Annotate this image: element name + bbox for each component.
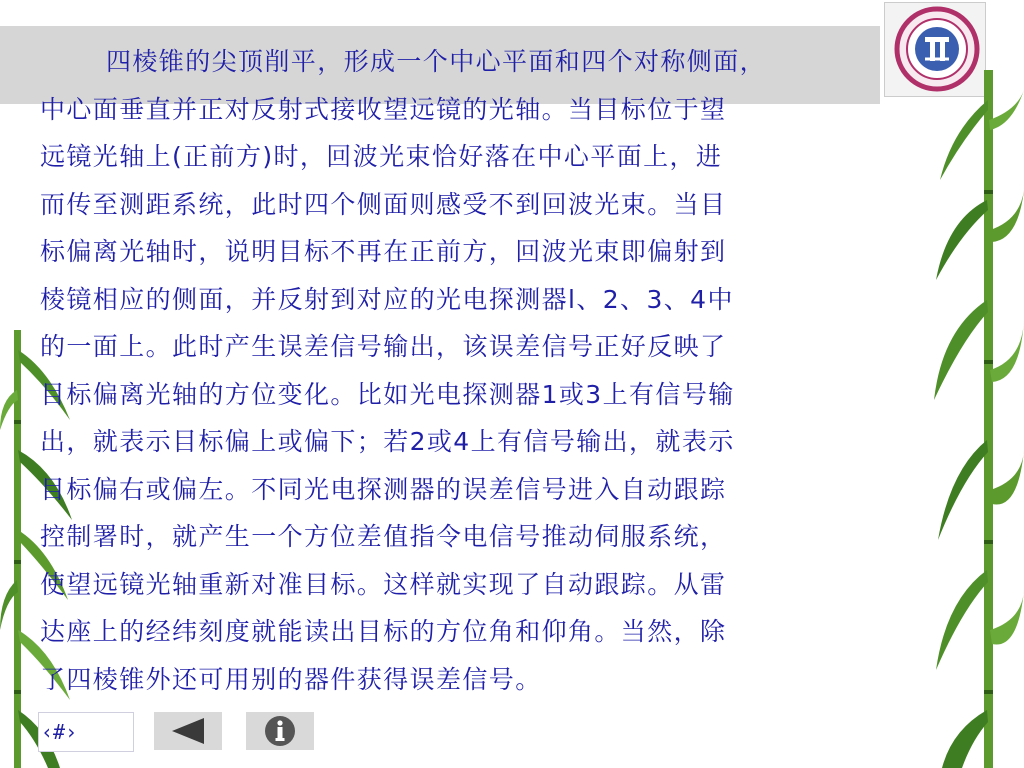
paragraph-line: 中心面垂直并正对反射式接收望远镜的光轴。当目标位于望 — [40, 94, 727, 124]
paragraph-line: 目标偏右或偏左。不同光电探测器的误差信号进入自动跟踪 — [40, 474, 727, 504]
paragraph-line: 目标偏离光轴的方位变化。比如光电探测器1或3上有信号输 — [40, 379, 735, 409]
paragraph-line: 四棱锥的尖顶削平，形成一个中心平面和四个对称侧面， — [106, 47, 767, 76]
paragraph-line: 而传至测距系统，此时四个侧面则感受不到回波光束。当目 — [40, 189, 727, 219]
triangle-left-icon — [168, 716, 208, 746]
paragraph-line: 达座上的经纬刻度就能读出目标的方位角和仰角。当然，除 — [40, 617, 727, 646]
paragraph-line: 出，就表示目标偏上或偏下；若2或4上有信号输出，就表示 — [40, 427, 735, 456]
body-paragraph — [40, 38, 930, 703]
previous-slide-button[interactable] — [154, 712, 222, 750]
paragraph-line: 使望远镜光轴重新对准目标。这样就实现了自动跟踪。从雷 — [40, 569, 727, 599]
info-button[interactable] — [246, 712, 314, 750]
info-icon — [263, 714, 297, 748]
paragraph-line: 远镜光轴上(正前方)时，回波光束恰好落在中心平面上，进 — [40, 142, 723, 171]
paragraph-line: 棱镜相应的侧面，并反射到对应的光电探测器l、2、3、4中 — [40, 284, 734, 314]
slide-number-placeholder: ‹#› — [38, 712, 134, 752]
paragraph-line: 标偏离光轴时，说明目标不再在正前方，回波光束即偏射到 — [40, 237, 727, 266]
paragraph-line: 了四棱锥外还可用别的器件获得误差信号。 — [40, 664, 542, 694]
paragraph-line: 控制署时，就产生一个方位差值指令电信号推动伺服系统， — [40, 522, 727, 551]
bamboo-decoration-right — [932, 70, 1024, 768]
paragraph-line: 的一面上。此时产生误差信号输出，该误差信号正好反映了 — [40, 332, 727, 361]
